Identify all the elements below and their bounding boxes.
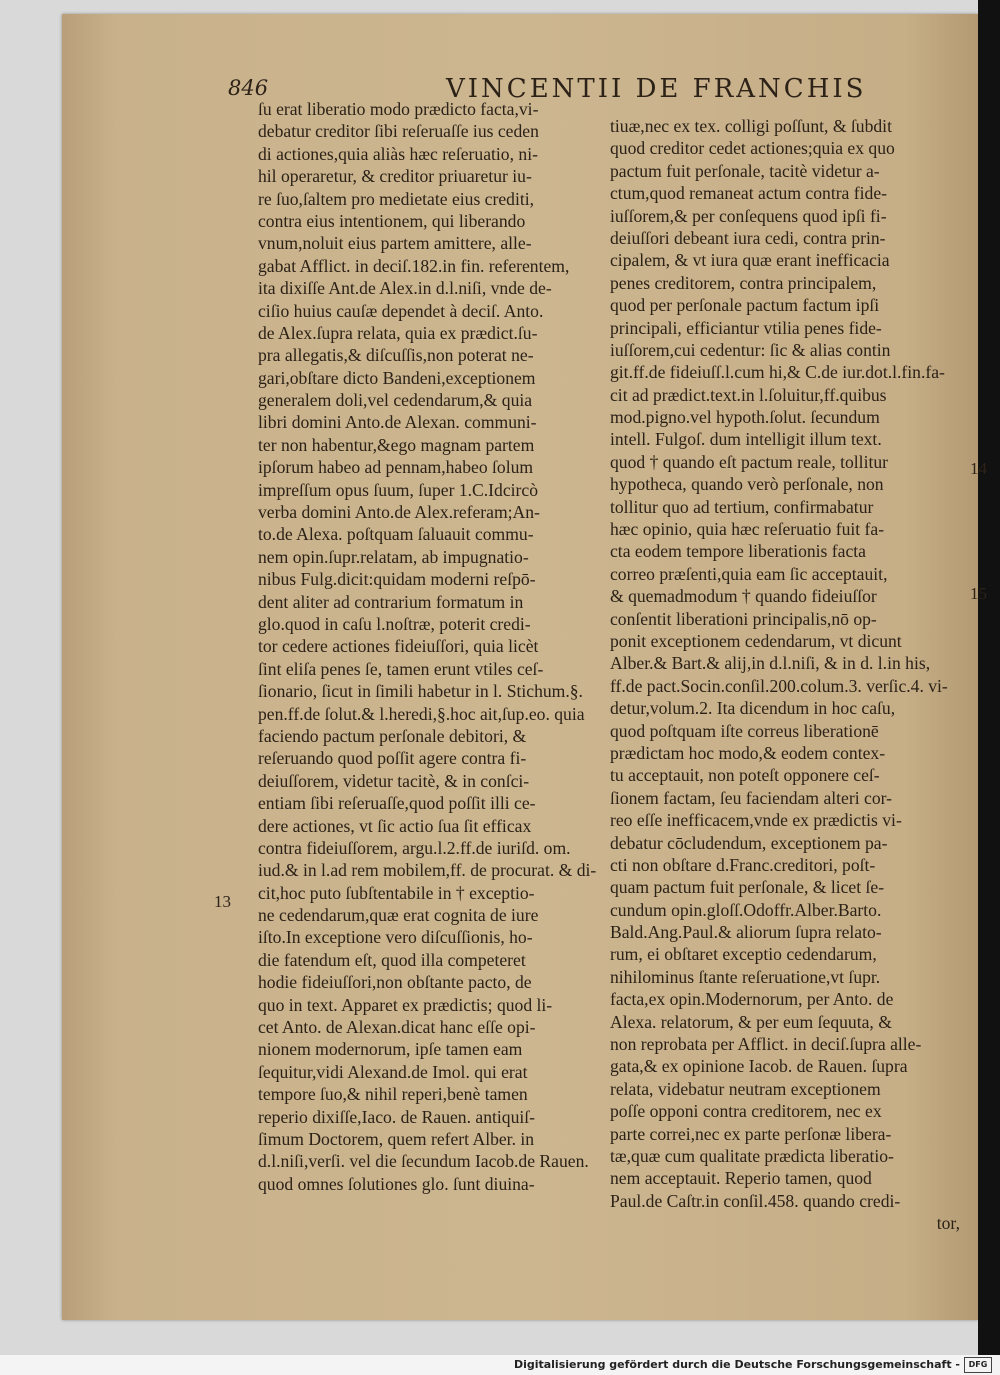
left-column-line: ſu erat liberatio modo prædicto facta,vi- — [258, 99, 539, 119]
left-column-line: entiam ſibi reſeruaſſe,quod poſſit illi ce- — [258, 793, 536, 814]
right-column-line: penes creditorem, contra principalem, — [610, 272, 877, 293]
right-column-line: cta eodem tempore liberationis facta — [610, 541, 866, 562]
left-column-line: dere actiones, vt ſic actio ſua ſit efficax — [258, 815, 532, 836]
right-column — [610, 115, 960, 1235]
left-column-line: ſimum Doctorem, quem refert Alber. in — [258, 1128, 535, 1149]
left-column-line: ſequitur,vidi Alexand.de Imol. qui erat — [258, 1061, 528, 1082]
right-column-line: mod.pigno.vel hypoth.ſolut. ſecundum — [610, 407, 880, 428]
left-column-line: ipſorum habeo ad pennam,habeo ſolum — [258, 457, 534, 478]
right-column-line: debatur cōcludendum, exceptionem pa- — [610, 832, 888, 853]
left-column-line: impreſſum opus ſuum, ſuper 1.C.Idcircò — [258, 479, 538, 500]
left-column-line: faciendo pactum perſonale debitori, & — [258, 725, 527, 746]
right-column-line: gata,& ex opinione Iacob. de Rauen. ſupra — [610, 1056, 908, 1077]
right-column-line: Bald.Ang.Paul.& aliorum ſupra relato- — [610, 922, 882, 943]
left-column-line: quod omnes ſolutiones glo. ſunt diuina- — [258, 1173, 535, 1194]
left-column-line: reperio dixiſſe,Iaco. de Rauen. antiquiſ- — [258, 1106, 535, 1127]
right-column-line: ſionem factam, ſeu faciendam alteri cor- — [610, 787, 892, 808]
right-column-line: principali, efficiantur vtilia penes fide- — [610, 317, 882, 338]
right-column-line: detur,volum.2. Ita dicendum in hoc caſu, — [610, 698, 896, 719]
right-column-line: git.ff.de fideiuſſ.l.cum hi,& C.de iur.dot.l.fin.fa- — [610, 362, 945, 383]
left-column-line: reſeruando quod poſſit agere contra fi- — [258, 748, 527, 769]
left-column-line: iſto.In exceptione vero diſcuſſionis, ho- — [258, 927, 533, 948]
left-column-line: ter non habentur,&ego magnam partem — [258, 434, 535, 455]
right-column-line: ff.de pact.Socin.conſil.200.colum.3. verſic.4. vi- — [610, 675, 948, 696]
right-column-line: ctum,quod remaneat actum contra fide- — [610, 183, 887, 204]
left-column-line: nem opin.ſupr.relatam, ab impugnatio- — [258, 546, 529, 567]
left-column-line: d.l.niſi,verſi. vel die ſecundum Iacob.de Rauen. — [258, 1151, 589, 1172]
left-column-line: ciſio huius cauſæ dependet à deciſ. Anto. — [258, 300, 544, 321]
right-column-line: tæ,quæ cum qualitate prædicta liberatio- — [610, 1145, 894, 1166]
right-column-line: Paul.de Caſtr.in conſil.458. quando credi- — [610, 1190, 901, 1211]
left-column-line: cet Anto. de Alexan.dicat hanc eſſe opi- — [258, 1017, 536, 1038]
right-column-line: poſſe opponi contra creditorem, nec ex — [610, 1101, 882, 1122]
left-column-line: di actiones,quia aliàs hæc reſeruatio, ni- — [258, 143, 538, 164]
page-number: 846 — [228, 76, 269, 100]
footer-credit: Digitalisierung gefördert durch die Deutsche Forschungsgemeinschaft - — [513, 1358, 960, 1371]
left-column-line: tempore ſuo,& nihil reperi,benè tamen — [258, 1084, 528, 1105]
right-column-line: nihilominus ſtante reſeruatione,vt ſupr. — [610, 966, 881, 987]
footer-bar — [0, 1355, 1000, 1375]
right-column-line: ponit exceptionem cedendarum, vt dicunt — [610, 630, 902, 651]
right-column-line: iuſſorem,& per conſequens quod ipſi fi- — [610, 205, 887, 226]
margin-number-14: 14 — [970, 459, 987, 478]
left-column-line: ita dixiſſe Ant.de Alex.in d.l.niſi, vnde de- — [258, 278, 552, 299]
right-column-line: hæc opinio, quia hæc reſeruatio fuit fa- — [610, 519, 885, 540]
left-column-line: quo in text. Apparet ex prædictis; quod li- — [258, 994, 553, 1015]
right-column-line: nem acceptauit. Reperio tamen, quod — [610, 1168, 872, 1189]
left-column-line: contra fideiuſſorem, argu.l.2.ff.de iuriſd. om. — [258, 837, 571, 858]
left-column-line: hodie fideiuſſori,non obſtante pacto, de — [258, 972, 532, 993]
right-column-line: & quemadmodum † quando fideiuſſor — [610, 586, 877, 607]
left-column-line: to.de Alexa. poſtquam ſaluauit commu- — [258, 524, 534, 545]
right-column-line: rum, ei obſtaret exceptio cedendarum, — [610, 944, 877, 965]
right-column-line: correo præſenti,quia eam ſic acceptauit, — [610, 563, 888, 584]
right-column-line: tiuæ,nec ex tex. colligi poſſunt, & ſubdit — [610, 116, 892, 136]
right-column-line: parte correi,nec ex parte perſonæ libera- — [610, 1123, 892, 1144]
left-column-line: die fatendum eſt, quod illa competeret — [258, 949, 526, 970]
right-column-line: deiuſſori debeant iura cedi, contra prin- — [610, 227, 886, 248]
right-column-line: tu acceptauit, non poteſt opponere ceſ- — [610, 765, 880, 786]
right-column-line: Alber.& Bart.& alij,in d.l.niſi, & in d. l.in his, — [610, 653, 931, 674]
left-column-line: glo.quod in caſu l.noſtræ, poterit credi- — [258, 613, 531, 634]
left-column-line: gari,obſtare dicto Bandeni,exceptionem — [258, 367, 536, 388]
left-column-line: deiuſſorem, videtur tacitè, & in conſci- — [258, 770, 530, 791]
right-column-line: quod poſtquam iſte correus liberationē — [610, 720, 879, 741]
right-column-line: cti non obſtare d.Franc.creditori, poſt- — [610, 854, 876, 875]
right-column-line: intell. Fulgoſ. dum intelligit illum text. — [610, 429, 882, 450]
margin-number-15: 15 — [970, 584, 987, 603]
left-column — [258, 98, 613, 1195]
left-column-line: tor cedere actiones fideiuſſori, quia licèt — [258, 636, 539, 657]
right-column-line: Alexa. relatorum, & per eum ſequuta, & — [610, 1011, 892, 1032]
left-column-line: verba domini Anto.de Alex.referam;An- — [258, 502, 540, 523]
left-column-line: ſint eliſa penes ſe, tamen erunt vtiles ceſ- — [258, 658, 544, 679]
left-column-line: gabat Afflict. in deciſ.182.in fin. referentem, — [258, 255, 570, 276]
right-column-line: hypotheca, quando verò perſonale, non — [610, 474, 884, 495]
left-column-line: generalem doli,vel cedendarum,& quia — [258, 390, 533, 411]
left-column-line: nibus Fulg.dicit:quidam moderni reſpō- — [258, 569, 536, 590]
right-column-line: pactum fuit perſonale, tacitè videtur a- — [610, 160, 880, 181]
right-column-line: non reprobata per Afflict. in deciſ.ſupra alle- — [610, 1034, 922, 1055]
running-head: VINCENTII DE FRANCHIS — [446, 74, 867, 104]
left-column-line: pra allegatis,& diſcuſſis,non poterat ne- — [258, 345, 534, 366]
left-column-line: debatur creditor ſibi reſeruaſſe ius ceden — [258, 121, 539, 142]
left-column-line: nionem modernorum, ipſe tamen eam — [258, 1039, 523, 1060]
left-column-line: hil operaretur, & creditor priuaretur iu- — [258, 166, 532, 187]
left-column-line: pen.ff.de ſolut.& l.heredi,§.hoc ait,ſup.eo. quia — [258, 703, 585, 724]
right-column-line: prædictam hoc modo,& eodem contex- — [610, 742, 886, 763]
left-column-line: contra eius intentionem, qui liberando — [258, 210, 526, 231]
right-column-line: quod per perſonale pactum factum ipſi — [610, 295, 880, 316]
scan-edge — [978, 0, 1000, 1355]
left-column-line: cit,hoc puto ſubſtentabile in † exceptio- — [258, 882, 535, 903]
left-column-line: dent aliter ad contrarium formatum in — [258, 591, 524, 612]
right-column-line: cundum opin.gloſſ.Odoffr.Alber.Barto. — [610, 899, 882, 920]
dfg-logo: DFG — [964, 1357, 992, 1373]
left-column-line: ne cedendarum,quæ erat cognita de iure — [258, 905, 539, 926]
right-column-line: iuſſorem,cui cedentur: ſic & alias contin — [610, 339, 891, 360]
margin-number-13: 13 — [214, 892, 231, 911]
right-column-line: tor, — [936, 1213, 960, 1234]
left-column-line: re ſuo,ſaltem pro medietate eius crediti, — [258, 188, 535, 209]
left-column-line: vnum,noluit eius partem amittere, alle- — [258, 233, 532, 254]
right-column-line: cit ad prædict.text.in l.ſoluitur,ff.quibus — [610, 384, 887, 405]
right-column-line: relata, videbatur neutram exceptionem — [610, 1078, 881, 1099]
left-column-line: de Alex.ſupra relata, quia ex prædict.ſu- — [258, 322, 538, 343]
right-column-line: facta,ex opin.Modernorum, per Anto. de — [610, 989, 894, 1010]
right-column-line: reo eſſe inefficacem,vnde ex prædictis vi- — [610, 810, 902, 831]
left-column-line: libri domini Anto.de Alexan. communi- — [258, 412, 537, 433]
right-column-line: tollitur quo ad tertium, confirmabatur — [610, 496, 874, 517]
right-column-line: quam pactum fuit perſonale, & licet ſe- — [610, 877, 885, 898]
right-column-line: quod † quando eſt pactum reale, tollitur — [610, 451, 889, 472]
right-column-line: cipalem, & vt iura quæ erant inefficacia — [610, 250, 890, 271]
left-column-line: iud.& in l.ad rem mobilem,ff. de procurat. & di- — [258, 860, 597, 881]
right-column-line: conſentit liberationi principalis,nō op- — [610, 608, 877, 629]
right-column-line: quod creditor cedet actiones;quia ex quo — [610, 138, 895, 159]
left-column-line: ſionario, ſicut in ſimili habetur in l. Stichum.§. — [258, 681, 583, 702]
